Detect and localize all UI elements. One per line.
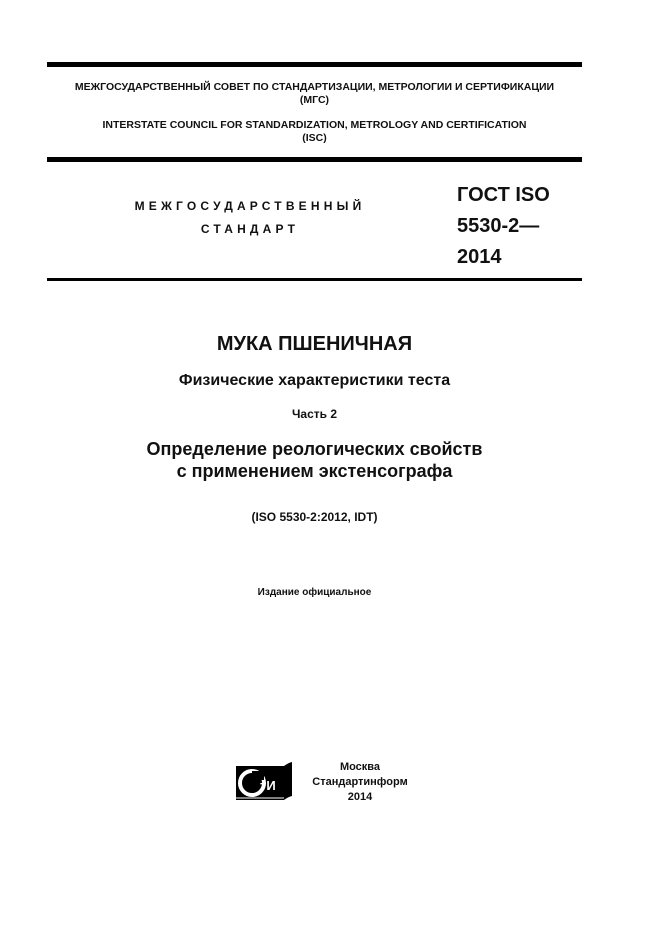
top-rule <box>47 62 582 67</box>
standard-type-line1: МЕЖГОСУДАРСТВЕННЫЙ <box>134 199 366 213</box>
designation-line2: 5530-2— <box>457 215 540 237</box>
standartinform-logo-icon <box>234 760 294 802</box>
designation-line3: 2014 <box>457 246 502 268</box>
part-number: Часть 2 <box>291 407 338 421</box>
part-title-line2: с применением экстенсографа <box>176 461 453 481</box>
publisher-name: Стандартинформ <box>312 776 408 788</box>
publisher-city: Москва <box>339 761 381 773</box>
designation-line1: ГОСТ ISO <box>457 184 550 206</box>
edition-note: Издание официальное <box>257 587 372 598</box>
svg-text:тИ: тИ <box>260 778 276 793</box>
council-en-name: INTERSTATE COUNCIL FOR STANDARDIZATION, METROLOGY AND CERTIFICATION <box>102 119 527 131</box>
council-ru <box>47 81 582 107</box>
part-title <box>47 438 582 482</box>
publisher-info <box>305 760 415 805</box>
standard-type-line2: СТАНДАРТ <box>200 222 300 236</box>
standard-designation <box>457 180 550 273</box>
standard-bottom-rule <box>47 278 582 281</box>
main-title: МУКА ПШЕНИЧНАЯ <box>216 333 413 355</box>
header-bottom-rule <box>47 157 582 162</box>
iso-reference: (ISO 5530-2:2012, IDT) <box>251 510 378 524</box>
council-ru-name: МЕЖГОСУДАРСТВЕННЫЙ СОВЕТ ПО СТАНДАРТИЗАЦИИ, МЕТРОЛОГИИ И СЕРТИФИКАЦИИ <box>74 81 555 93</box>
council-ru-abbr: (МГС) <box>299 94 330 106</box>
publisher-year: 2014 <box>347 791 373 803</box>
council-en <box>47 119 582 145</box>
part-title-line1: Определение реологических свойств <box>146 439 483 459</box>
council-en-abbr: (ISC) <box>302 132 327 144</box>
subtitle: Физические характеристики теста <box>178 372 451 389</box>
